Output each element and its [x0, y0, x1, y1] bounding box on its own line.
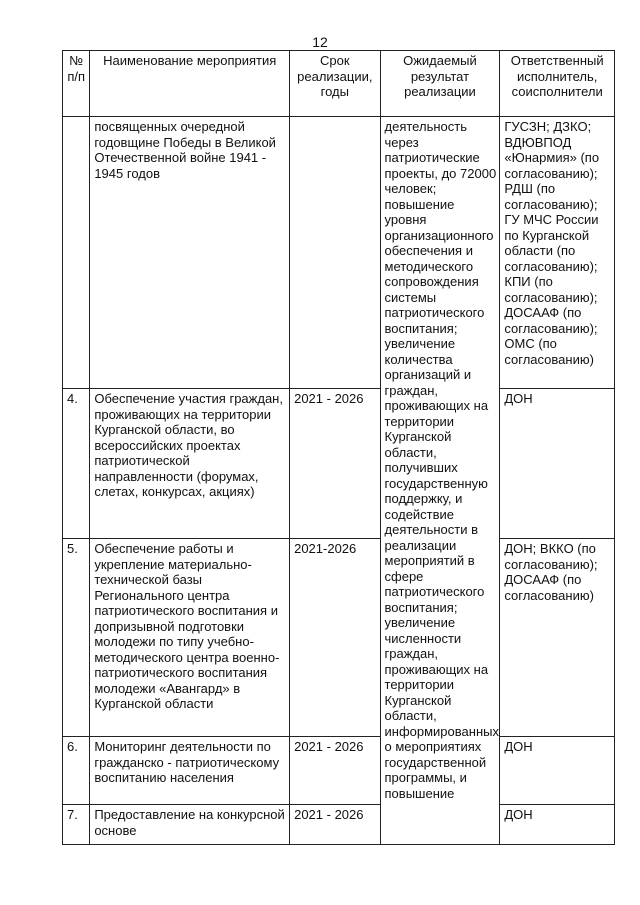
header-exec: Ответственный исполнитель, соисполнители — [500, 51, 615, 117]
header-num: № п/п — [63, 51, 90, 117]
row-name: Предоставление на конкурсной основе — [90, 805, 290, 845]
row-num: 4. — [63, 389, 90, 539]
header-term: Срок реализации, годы — [290, 51, 380, 117]
row-num — [63, 117, 90, 389]
header-result: Ожидаемый результат реализации — [380, 51, 500, 117]
row-exec: ДОН — [500, 389, 615, 539]
table-row — [63, 117, 615, 389]
table-row — [63, 389, 615, 539]
row-exec: ДОН — [500, 805, 615, 845]
row-num: 6. — [63, 737, 90, 805]
row-name: Обеспечение участия граждан, проживающих на территории Курганской области, во всероссийских проектах патриотической направленности (форумах, слетах, конкурсах, акциях) — [90, 389, 290, 539]
row-term: 2021 - 2026 — [290, 737, 380, 805]
row-exec: ДОН — [500, 737, 615, 805]
row-term: 2021 - 2026 — [290, 805, 380, 845]
row-num: 7. — [63, 805, 90, 845]
table-header-row — [63, 51, 615, 117]
row-exec: ГУСЗН; ДЗКО; ВДЮВПОД «Юнармия» (по согласованию); РДШ (по согласованию); ГУ МЧС России по Курганской области (по согласованию); КПИ (по согласованию); ДОСААФ (по согласованию); ОМС (по согласованию) — [500, 117, 615, 389]
table-row — [63, 737, 615, 805]
row-term — [290, 117, 380, 389]
row-name: посвященных очередной годовщине Победы в Великой Отечественной войне 1941 - 1945 годов — [90, 117, 290, 389]
expected-result: деятельность через патриотические проекты, до 72000 человек; повышение уровня организационного обеспечения и методического сопровождения системы патриотического воспитания; увеличение количества организаций и граждан, проживающих на территории Курганской области, получивших государственную поддержку, и содействие деятельности в реализации мероприятий в сфере патриотического воспитания; увеличение численности граждан, проживающих на территории Курганской области, информированных о мероприятиях государственной программы, и повышение — [380, 117, 500, 845]
row-name: Обеспечение работы и укрепление материально-технической базы Регионального центра патриотического воспитания и допризывной подготовки молодежи по типу учебно-методического центра военно-патриотического воспитания молодежи «Авангард» в Курганской области — [90, 539, 290, 737]
row-exec: ДОН; ВККО (по согласованию); ДОСААФ (по согласованию) — [500, 539, 615, 737]
table-row — [63, 539, 615, 737]
header-name: Наименование мероприятия — [90, 51, 290, 117]
page-number: 12 — [312, 34, 328, 50]
events-table — [62, 50, 615, 845]
row-num: 5. — [63, 539, 90, 737]
table-row — [63, 805, 615, 845]
row-term: 2021-2026 — [290, 539, 380, 737]
row-term: 2021 - 2026 — [290, 389, 380, 539]
row-name: Мониторинг деятельности по гражданско - патриотическому воспитанию населения — [90, 737, 290, 805]
